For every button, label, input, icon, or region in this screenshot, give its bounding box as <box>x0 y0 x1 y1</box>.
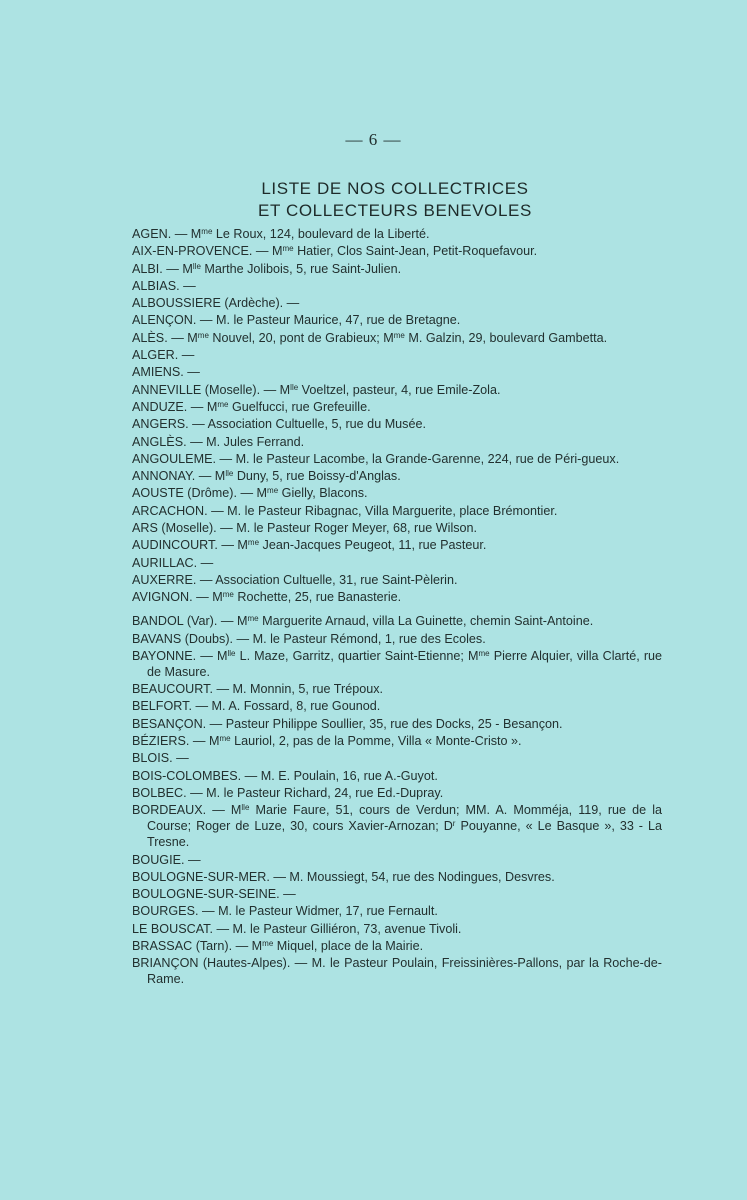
list-item: ANGERS. — Association Cultuelle, 5, rue du Musée. <box>132 417 426 432</box>
list-item: ALGER. — <box>132 348 195 363</box>
list-item: BANDOL (Var). — $M^{me}$ Marguerite Arnaud, villa La Guinette, chemin Saint-Antoine. <box>132 614 594 629</box>
list-item: AURILLAC. — <box>132 555 214 570</box>
list-item: BOULOGNE-SUR-SEINE. — <box>132 887 296 902</box>
list-item: BÉZIERS. — $M^{me}$ Lauriol, 2, pas de la Pomme, Villa « Monte-Cristo ». <box>132 734 522 749</box>
superscript: me <box>282 244 294 254</box>
list-item: AUXERRE. — Association Cultuelle, 31, rue Saint-Pèlerin. <box>132 572 458 587</box>
list-item: BRASSAC (Tarn). — $M^{me}$ Miquel, place de la Mairie. <box>132 938 424 953</box>
page-title <box>0 178 747 222</box>
list-item: AGEN. — $M^{me}$ Le Roux, 124, boulevard de la Liberté. <box>132 227 430 241</box>
list-item: BOURGES. — M. le Pasteur Widmer, 17, rue Fernault. <box>132 904 438 919</box>
superscript: me <box>219 734 231 744</box>
superscript: me <box>267 486 279 496</box>
superscript: lle <box>290 382 299 392</box>
superscript: lle <box>241 803 250 813</box>
list-item: ANNEVILLE (Moselle). — $M^{lle}$ Voeltzel, pasteur, 4, rue Emile-Zola. <box>132 382 501 397</box>
list-item: ARS (Moselle). — M. le Pasteur Roger Meyer, 68, rue Wilson. <box>132 521 478 536</box>
list-item: AUDINCOURT. — $M^{me}$ Jean-Jacques Peugeot, 11, rue Pasteur. <box>132 538 487 553</box>
superscript: me <box>393 330 405 340</box>
list-item: BRIANÇON (Hautes-Alpes). — M. le Pasteur Poulain, Freissinières-Pallons, par la Roche-de-Rame. <box>132 956 662 987</box>
superscript: lle <box>225 469 234 479</box>
list-item: BORDEAUX. — $M^{lle}$ Marie Faure, 51, cours de Verdun; MM. A. Momméja, 119, rue de la Course; Roger de Luze, 30, cours Xavier-Arnozan; $D^r$ Pouyanne, « Le Basque », 33 - La Tresne. <box>132 803 662 850</box>
list-item: ALENÇON. — M. le Pasteur Maurice, 47, rue de Bretagne. <box>132 313 461 328</box>
list-item: AOUSTE (Drôme). — $M^{me}$ Gielly, Blacons. <box>132 486 368 501</box>
page-number: — 6 — <box>345 130 402 149</box>
superscript: me <box>478 648 490 658</box>
list-item: AIX-EN-PROVENCE. — $M^{me}$ Hatier, Clos Saint-Jean, Petit-Roquefavour. <box>132 244 538 259</box>
list-item: ANDUZE. — $M^{me}$ Guelfucci, rue Grefeuille. <box>132 399 371 414</box>
superscript: lle <box>192 261 201 271</box>
list-item: ARCACHON. — M. le Pasteur Ribagnac, Villa Marguerite, place Brémontier. <box>132 503 558 518</box>
list-item: BELFORT. — M. A. Fossard, 8, rue Gounod. <box>132 699 381 714</box>
superscript: me <box>201 227 213 236</box>
superscript: me <box>222 590 234 600</box>
list-item: LE BOUSCAT. — M. le Pasteur Gilliéron, 73, avenue Tivoli. <box>132 921 462 936</box>
superscript: r <box>452 819 456 829</box>
list-item: BOIS-COLOMBES. — M. E. Poulain, 16, rue A.-Guyot. <box>132 768 438 783</box>
list-item: ANGOULEME. — M. le Pasteur Lacombe, la Grande-Garenne, 224, rue de Péri-gueux. <box>132 451 620 466</box>
title-line-1: LISTE DE NOS COLLECTRICES <box>261 179 529 198</box>
list-item: BOULOGNE-SUR-MER. — M. Moussiegt, 54, rue des Nodingues, Desvres. <box>132 869 555 884</box>
list-item: BESANÇON. — Pasteur Philippe Soullier, 35, rue des Docks, 25 - Besançon. <box>132 716 563 731</box>
list-item: ALBIAS. — <box>132 278 196 293</box>
collector-list <box>132 226 662 989</box>
list-item: BEAUCOURT. — M. Monnin, 5, rue Trépoux. <box>132 682 384 697</box>
list-item: ALBOUSSIERE (Ardèche). — <box>132 296 300 311</box>
list-item: BAVANS (Doubs). — M. le Pasteur Rémond, 1, rue des Ecoles. <box>132 631 486 646</box>
list-item: BLOIS. — <box>132 751 189 766</box>
list-item: ANNONAY. — $M^{lle}$ Duny, 5, rue Boissy-d'Anglas. <box>132 469 401 484</box>
list-item: BAYONNE. — $M^{lle}$ L. Maze, Garritz, quartier Saint-Etienne; $M^{me}$ Pierre Alquier, villa Clarté, rue de Masure. <box>132 648 663 679</box>
list-item: BOUGIE. — <box>132 852 201 867</box>
list-item: BOLBEC. — M. le Pasteur Richard, 24, rue Ed.-Dupray. <box>132 785 444 800</box>
title-line-2: ET COLLECTEURS BENEVOLES <box>258 201 532 220</box>
superscript: me <box>217 399 229 409</box>
list-item: ANGLÈS. — M. Jules Ferrand. <box>132 434 305 449</box>
superscript: me <box>247 538 260 548</box>
list-item: ALÈS. — $M^{me}$ Nouvel, 20, pont de Grabieux; $M^{me}$ M. Galzin, 29, boulevard Gambetta. <box>132 330 608 345</box>
list-item: AVIGNON. — $M^{me}$ Rochette, 25, rue Banasterie. <box>132 590 402 605</box>
list-item: AMIENS. — <box>132 365 200 380</box>
superscript: me <box>197 330 209 340</box>
superscript: me <box>247 614 259 624</box>
list-item: ALBI. — $M^{lle}$ Marthe Jolibois, 5, rue Saint-Julien. <box>132 261 402 276</box>
superscript: me <box>262 938 274 948</box>
superscript: lle <box>227 648 236 658</box>
